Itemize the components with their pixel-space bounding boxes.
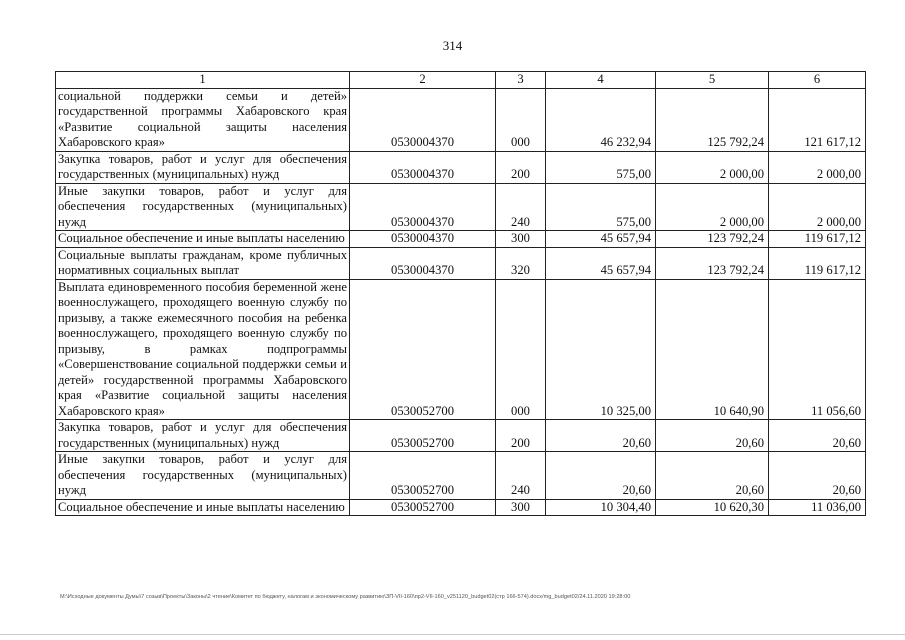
target-article-code-cell: 0530052700 bbox=[350, 499, 496, 516]
table-row bbox=[56, 247, 866, 279]
table-row bbox=[56, 279, 866, 420]
expense-type-code-cell: 200 bbox=[496, 420, 546, 452]
amount-cell-year-2: 10 640,90 bbox=[656, 279, 769, 420]
table-row bbox=[56, 231, 866, 248]
page-bottom-divider bbox=[0, 634, 905, 635]
row-name-cell: социальной поддержки семьи и детей» государственной программы Хабаровского края «Развитие социальной защиты населения Хабаровского края» bbox=[56, 88, 350, 151]
target-article-code-cell: 0530004370 bbox=[350, 88, 496, 151]
row-name-cell: Иные закупки товаров, работ и услуг для обеспечения государственных (муниципальных) нужд bbox=[56, 452, 350, 500]
amount-cell-year-3: 121 617,12 bbox=[769, 88, 866, 151]
amount-cell-year-3: 119 617,12 bbox=[769, 231, 866, 248]
target-article-code-cell: 0530004370 bbox=[350, 247, 496, 279]
table-row bbox=[56, 88, 866, 151]
row-name-cell: Закупка товаров, работ и услуг для обеспечения государственных (муниципальных) нужд bbox=[56, 151, 350, 183]
row-name-cell: Социальное обеспечение и иные выплаты населению bbox=[56, 231, 350, 248]
column-header: 5 bbox=[656, 72, 769, 89]
table-row bbox=[56, 499, 866, 516]
document-file-path: M:\Исходные документы Думы\7 созыв\Проекты\Законы\2 чтение\Комитет по бюджету, налогам и экономическому развитию\ЗП-VII-160\пр2-VII-160_v251120_budget02(стр 166-574).docx/mg_budget02/24.11.2020 19:28:00 bbox=[60, 594, 631, 600]
amount-cell-year-1: 45 657,94 bbox=[546, 247, 656, 279]
row-name-cell: Социальные выплаты гражданам, кроме публичных нормативных социальных выплат bbox=[56, 247, 350, 279]
target-article-code-cell: 0530052700 bbox=[350, 452, 496, 500]
amount-cell-year-1: 46 232,94 bbox=[546, 88, 656, 151]
page-number: 314 bbox=[442, 38, 463, 53]
amount-cell-year-1: 20,60 bbox=[546, 420, 656, 452]
amount-cell-year-2: 125 792,24 bbox=[656, 88, 769, 151]
table-row bbox=[56, 151, 866, 183]
target-article-code-cell: 0530004370 bbox=[350, 183, 496, 231]
table-row bbox=[56, 420, 866, 452]
amount-cell-year-2: 20,60 bbox=[656, 452, 769, 500]
amount-cell-year-3: 11 036,00 bbox=[769, 499, 866, 516]
target-article-code-cell: 0530004370 bbox=[350, 151, 496, 183]
column-header: 1 bbox=[56, 72, 350, 89]
row-name-cell: Закупка товаров, работ и услуг для обеспечения государственных (муниципальных) нужд bbox=[56, 420, 350, 452]
table-row bbox=[56, 183, 866, 231]
amount-cell-year-2: 2 000,00 bbox=[656, 151, 769, 183]
amount-cell-year-2: 10 620,30 bbox=[656, 499, 769, 516]
amount-cell-year-1: 575,00 bbox=[546, 151, 656, 183]
table-row bbox=[56, 452, 866, 500]
amount-cell-year-3: 20,60 bbox=[769, 452, 866, 500]
table-header-row bbox=[56, 72, 866, 89]
amount-cell-year-1: 20,60 bbox=[546, 452, 656, 500]
amount-cell-year-1: 575,00 bbox=[546, 183, 656, 231]
column-header: 6 bbox=[769, 72, 866, 89]
amount-cell-year-1: 10 325,00 bbox=[546, 279, 656, 420]
expense-type-code-cell: 240 bbox=[496, 452, 546, 500]
row-name-cell: Иные закупки товаров, работ и услуг для обеспечения государственных (муниципальных) нужд bbox=[56, 183, 350, 231]
target-article-code-cell: 0530052700 bbox=[350, 420, 496, 452]
expense-type-code-cell: 240 bbox=[496, 183, 546, 231]
target-article-code-cell: 0530052700 bbox=[350, 279, 496, 420]
row-name-cell: Социальное обеспечение и иные выплаты населению bbox=[56, 499, 350, 516]
row-name-cell: Выплата единовременного пособия беременной жене военнослужащего, проходящего военную службу по призыву, а также ежемесячного пособия на ребенка военнослужащего, проходящего военную службу по призыву, в рамках подпрограммы «Совершенствование социальной поддержки семьи и детей» государственной программы Хабаровского края «Развитие социальной защиты населения Хабаровского края» bbox=[56, 279, 350, 420]
expense-type-code-cell: 320 bbox=[496, 247, 546, 279]
expense-type-code-cell: 200 bbox=[496, 151, 546, 183]
amount-cell-year-2: 20,60 bbox=[656, 420, 769, 452]
amount-cell-year-2: 123 792,24 bbox=[656, 247, 769, 279]
target-article-code-cell: 0530004370 bbox=[350, 231, 496, 248]
amount-cell-year-3: 20,60 bbox=[769, 420, 866, 452]
expense-type-code-cell: 300 bbox=[496, 231, 546, 248]
amount-cell-year-2: 2 000,00 bbox=[656, 183, 769, 231]
budget-table bbox=[55, 71, 866, 516]
column-header: 2 bbox=[350, 72, 496, 89]
amount-cell-year-3: 2 000,00 bbox=[769, 183, 866, 231]
column-header: 4 bbox=[546, 72, 656, 89]
expense-type-code-cell: 000 bbox=[496, 88, 546, 151]
column-header: 3 bbox=[496, 72, 546, 89]
amount-cell-year-3: 2 000,00 bbox=[769, 151, 866, 183]
amount-cell-year-1: 45 657,94 bbox=[546, 231, 656, 248]
amount-cell-year-3: 119 617,12 bbox=[769, 247, 866, 279]
amount-cell-year-2: 123 792,24 bbox=[656, 231, 769, 248]
expense-type-code-cell: 000 bbox=[496, 279, 546, 420]
expense-type-code-cell: 300 bbox=[496, 499, 546, 516]
amount-cell-year-1: 10 304,40 bbox=[546, 499, 656, 516]
amount-cell-year-3: 11 056,60 bbox=[769, 279, 866, 420]
